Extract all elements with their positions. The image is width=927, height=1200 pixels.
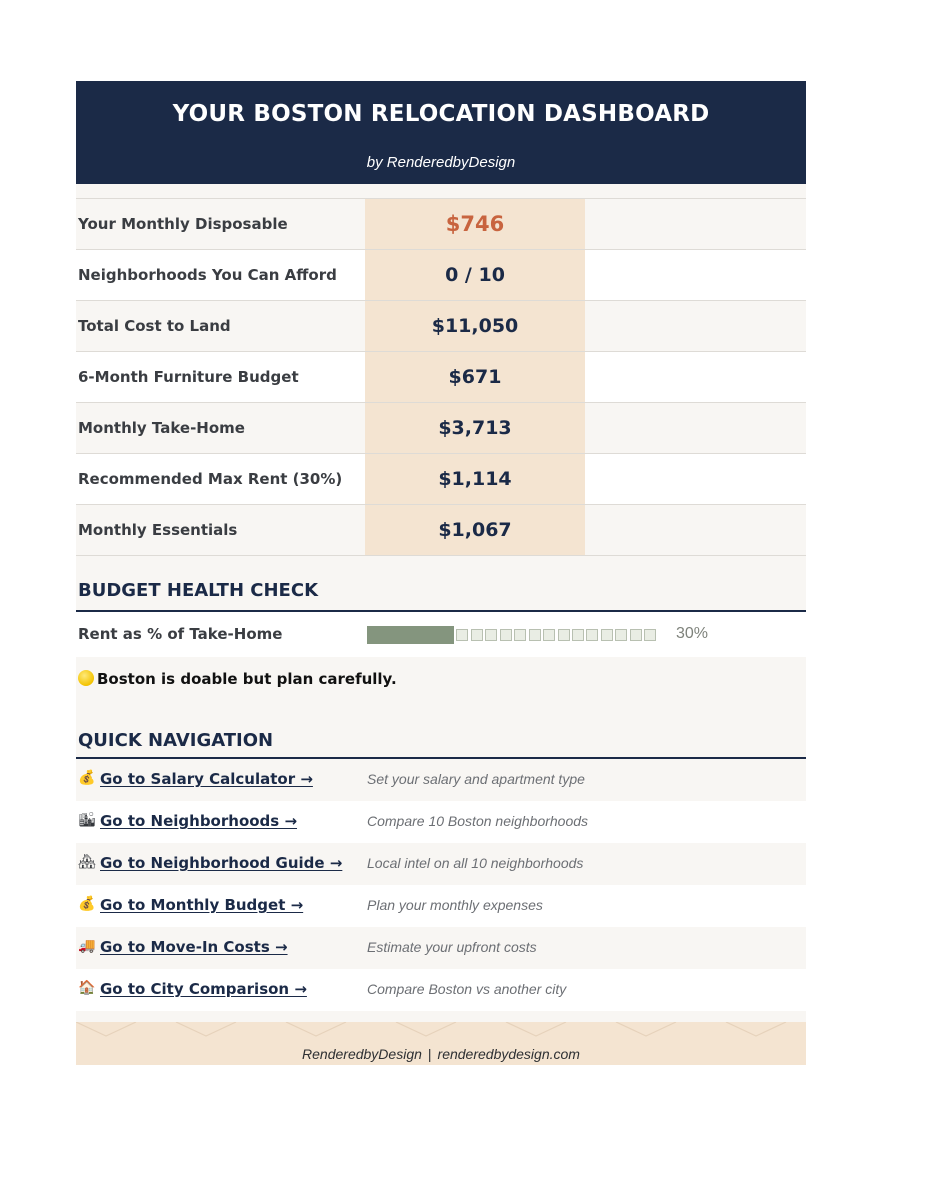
yellow-circle-icon (78, 670, 94, 686)
kpi-value: $1,067 (365, 505, 585, 555)
nav-description: Estimate your upfront costs (367, 939, 537, 955)
money-bag-icon: 💰 (78, 770, 96, 786)
nav-description: Set your salary and apartment type (367, 771, 585, 787)
footer-separator: | (427, 1046, 432, 1062)
nav-link[interactable]: Go to Salary Calculator → (100, 770, 313, 788)
nav-row (76, 969, 806, 1011)
progress-empty-segment (471, 629, 483, 641)
navigation-list (76, 759, 806, 1011)
progress-empty-segment (644, 629, 656, 641)
verdict-row (76, 657, 806, 721)
footer-url-link[interactable]: renderedbydesign.com (437, 1046, 580, 1062)
progress-empty-segment (558, 629, 570, 641)
nav-link[interactable]: Go to Neighborhoods → (100, 812, 298, 830)
kpi-value: $3,713 (365, 403, 585, 453)
houses-icon: 🏘 (78, 854, 96, 870)
kpi-row (76, 403, 806, 454)
kpi-value: $1,114 (365, 454, 585, 504)
kpi-row (76, 301, 806, 352)
quick-navigation-section (76, 721, 806, 1022)
truck-icon: 🚚 (78, 938, 96, 954)
money-bag-icon: 💰 (78, 896, 96, 912)
rent-ratio-label: Rent as % of Take-Home (78, 625, 283, 643)
spacer (76, 1011, 806, 1022)
nav-row (76, 843, 806, 885)
footer-credit (76, 1022, 806, 1063)
kpi-label: 6-Month Furniture Budget (78, 368, 299, 386)
dashboard-sheet (76, 81, 806, 1065)
nav-link[interactable]: Go to Monthly Budget → (100, 896, 304, 914)
progress-empty-segment (615, 629, 627, 641)
page-title: YOUR BOSTON RELOCATION DASHBOARD (172, 101, 710, 127)
kpi-label: Total Cost to Land (78, 317, 231, 335)
kpi-table (76, 198, 806, 556)
nav-row (76, 927, 806, 969)
kpi-label: Monthly Take-Home (78, 419, 245, 437)
kpi-row (76, 199, 806, 250)
kpi-label: Recommended Max Rent (30%) (78, 470, 343, 488)
section-title-quick-navigation: QUICK NAVIGATION (76, 721, 806, 759)
kpi-label: Monthly Essentials (78, 521, 238, 539)
kpi-row (76, 505, 806, 556)
verdict-text: Boston is doable but plan carefully. (97, 670, 397, 688)
progress-empty-segment (500, 629, 512, 641)
progress-empty-segment (630, 629, 642, 641)
kpi-value: 0 / 10 (365, 250, 585, 300)
nav-row (76, 759, 806, 801)
rent-ratio-percent: 30% (676, 625, 709, 642)
kpi-row (76, 352, 806, 403)
rent-ratio-row (76, 612, 806, 657)
house-icon: 🏠 (78, 980, 96, 996)
kpi-row (76, 454, 806, 505)
progress-empty-segment (514, 629, 526, 641)
budget-health-section (76, 556, 806, 721)
footer (76, 1022, 806, 1065)
progress-empty-segment (572, 629, 584, 641)
kpi-value: $671 (365, 352, 585, 402)
rent-ratio-progress-bar (367, 626, 656, 644)
progress-empty-segment (601, 629, 613, 641)
progress-fill (367, 626, 454, 644)
nav-description: Plan your monthly expenses (367, 897, 543, 913)
nav-link[interactable]: Go to City Comparison → (100, 980, 307, 998)
cityscape-icon: 🏙 (78, 812, 96, 828)
kpi-row (76, 250, 806, 301)
progress-empty-segment (485, 629, 497, 641)
nav-row (76, 885, 806, 927)
kpi-value: $746 (365, 199, 585, 249)
dashboard-header (76, 81, 806, 184)
nav-description: Compare 10 Boston neighborhoods (367, 813, 589, 829)
page-subtitle: by RenderedbyDesign (366, 154, 516, 171)
kpi-label: Neighborhoods You Can Afford (78, 266, 337, 284)
nav-link[interactable]: Go to Move-In Costs → (100, 938, 288, 956)
footer-brand: RenderedbyDesign (302, 1046, 422, 1062)
nav-description: Local intel on all 10 neighborhoods (367, 855, 584, 871)
nav-description: Compare Boston vs another city (367, 981, 567, 997)
spacer (76, 184, 806, 198)
section-title-budget-health: BUDGET HEALTH CHECK (76, 556, 806, 612)
kpi-label: Your Monthly Disposable (78, 215, 288, 233)
progress-empty-segment (529, 629, 541, 641)
nav-link[interactable]: Go to Neighborhood Guide → (100, 854, 343, 872)
progress-empty-segment (456, 629, 468, 641)
kpi-value: $11,050 (365, 301, 585, 351)
progress-empty-segment (586, 629, 598, 641)
progress-empty-segment (543, 629, 555, 641)
nav-row (76, 801, 806, 843)
